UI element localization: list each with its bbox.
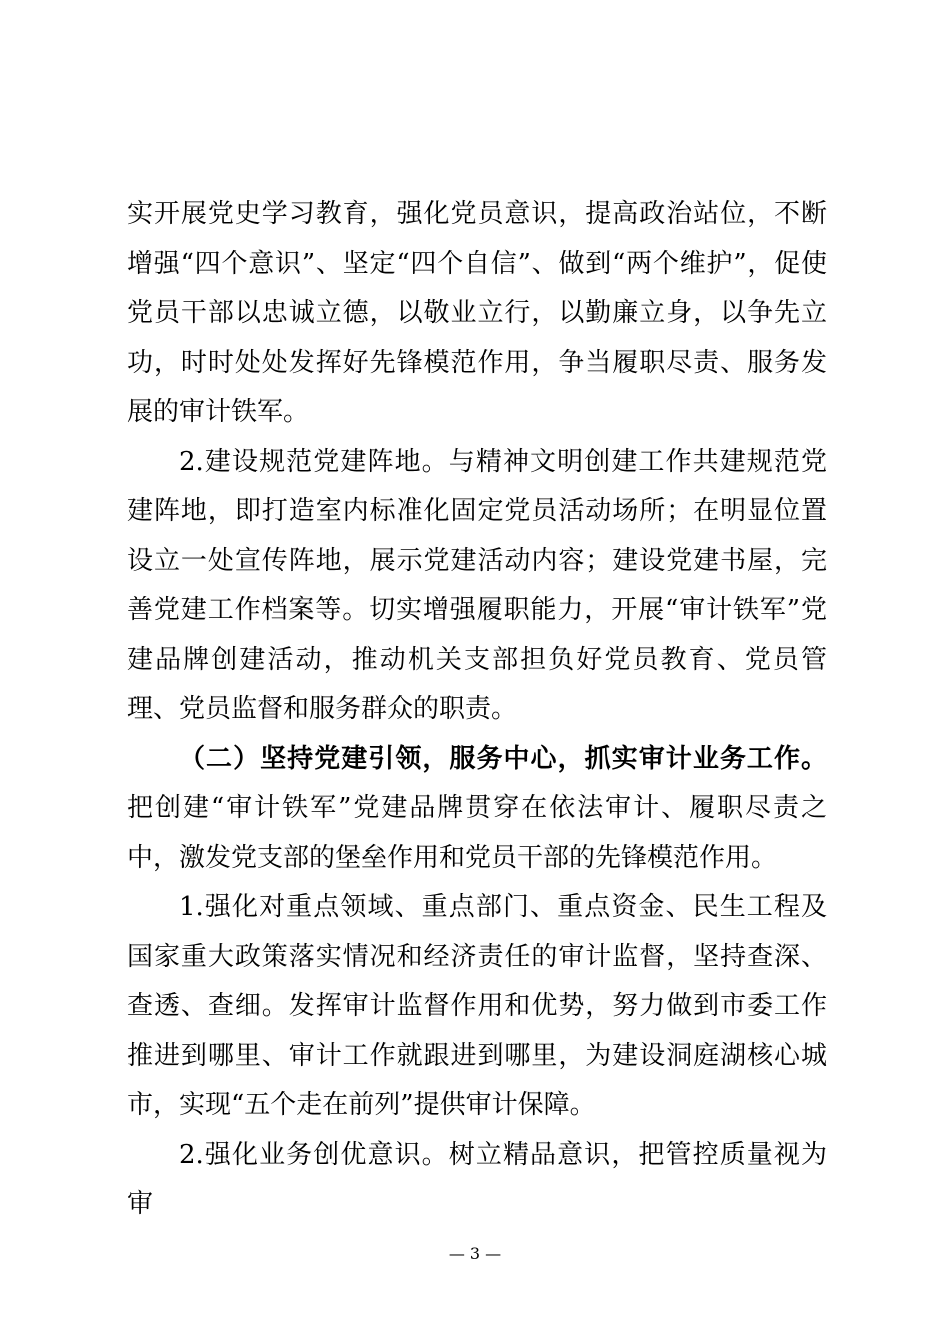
- paragraph-text: 2.强化业务创优意识。树立精品意识，把管控质量视为审: [127, 1139, 827, 1219]
- paragraph-text: 把创建“审计铁军”党建品牌贯穿在依法审计、履职尽责之中，激发党支部的堡垒作用和党员干部的先锋模范作用。: [127, 793, 827, 873]
- paragraph-party-history-study: [127, 190, 827, 438]
- paragraph-party-building-position: [127, 438, 827, 735]
- page-number: — 3 —: [448, 1244, 502, 1263]
- section-heading: （二）坚持党建引领，服务中心，抓实审计业务工作。: [179, 743, 827, 774]
- paragraph-audit-supervision: [127, 883, 827, 1131]
- document-body: [127, 190, 827, 1230]
- paragraph-text: 1.强化对重点领域、重点部门、重点资金、民生工程及国家重大政策落实情况和经济责任的审计监督，坚持查深、查透、查细。发挥审计监督作用和优势，努力做到市委工作推进到哪里、审计工作就跟进到哪里，为建设洞庭湖核心城市，实现“五个走在前列”提供审计保障。: [127, 892, 827, 1120]
- paragraph-text: 2.建设规范党建阵地。与精神文明创建工作共建规范党建阵地，即打造室内标准化固定党员活动场所；在明显位置设立一处宣传阵地，展示党建活动内容；建设党建书屋，完善党建工作档案等。切实增强履职能力，开展“审计铁军”党建品牌创建活动，推动机关支部担负好党员教育、党员管理、党员监督和服务群众的职责。: [127, 446, 827, 724]
- paragraph-text: 实开展党史学习教育，强化党员意识，提高政治站位，不断增强“四个意识”、坚定“四个自信”、做到“两个维护”，促使党员干部以忠诚立德，以敬业立行，以勤廉立身，以争先立功，时时处处发挥好先锋模范作用，争当履职尽责、服务发展的审计铁军。: [127, 199, 827, 427]
- paragraph-quality-awareness: [127, 1131, 827, 1230]
- paragraph-section-two: [127, 735, 827, 884]
